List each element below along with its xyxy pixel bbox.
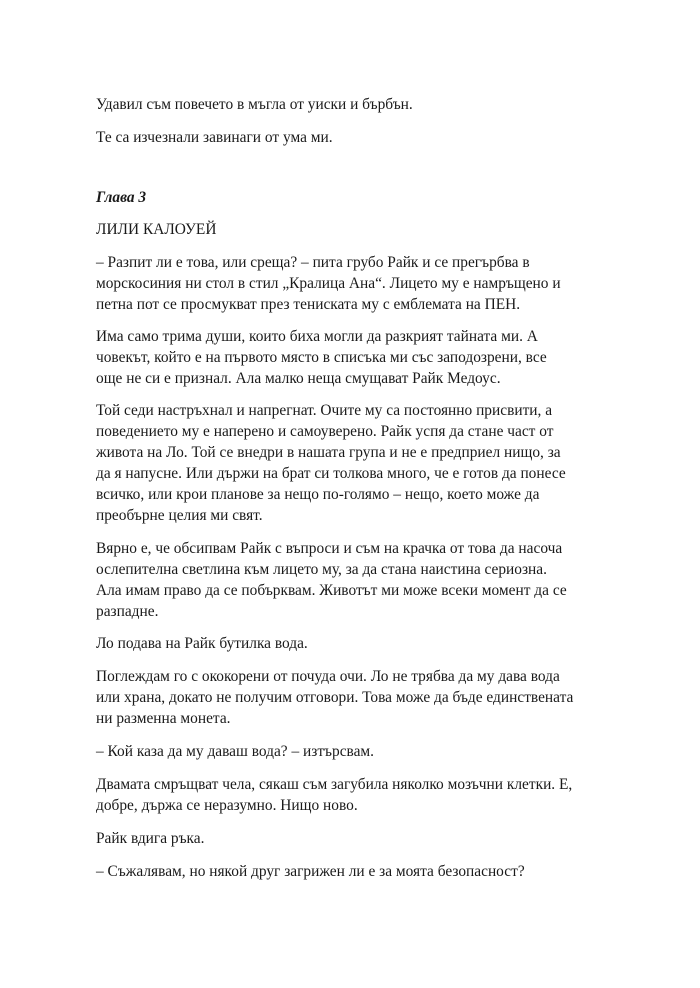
paragraph-line: поведението му е наперено и самоуверено. Райк успя да стане част от bbox=[96, 423, 554, 440]
paragraph-line: още не си е признал. Ала малко неща смущават Райк Медоус. bbox=[96, 370, 501, 387]
chapter-heading: Глава 3 bbox=[96, 189, 147, 206]
narrator-name: ЛИЛИ КАЛОУЕЙ bbox=[96, 221, 217, 238]
paragraph-line: Той седи настръхнал и напрегнат. Очите му са постоянно присвити, а bbox=[96, 402, 553, 419]
paragraph-line: Двамата смръщват чела, сякаш съм загубила няколко мозъчни клетки. Е, bbox=[96, 776, 573, 793]
paragraph-line: Ло подава на Райк бутилка вода. bbox=[96, 635, 308, 652]
paragraph-line: Вярно е, че обсипвам Райк с въпроси и съм на крачка от това да насоча bbox=[96, 540, 563, 557]
paragraph-line: или храна, докато не получим отговори. Това може да бъде единствената bbox=[96, 689, 574, 706]
paragraph-line: морскосиния ни стол в стил „Кралица Ана“. Лицето му е намръщено и bbox=[96, 275, 561, 292]
paragraph-line: – Кой каза да му даваш вода? – изтърсвам. bbox=[96, 743, 375, 760]
paragraph-line: – Разпит ли е това, или среща? – пита грубо Райк и се прегърбва в bbox=[96, 254, 530, 271]
paragraph-line: Има само трима души, които биха могли да разкрият тайната ми. А bbox=[96, 328, 538, 345]
intro-line: Удавил съм повечето в мъгла от уиски и бърбън. bbox=[96, 96, 413, 113]
paragraph-line: човекът, който е на първото място в списъка ми със заподозрени, все bbox=[96, 349, 547, 366]
paragraph-line: – Съжалявам, но някой друг загрижен ли е за моята безопасност? bbox=[96, 863, 525, 880]
paragraph-line: Райк вдига ръка. bbox=[96, 830, 205, 847]
paragraph-line: добре, държа се неразумно. Нищо ново. bbox=[96, 797, 358, 814]
paragraph-line: ни разменна монета. bbox=[96, 710, 231, 727]
paragraph-line: Ала имам право да се побърквам. Животът ми може всеки момент да се bbox=[96, 582, 567, 599]
paragraph-line: живота на Ло. Той се внедри в нашата група и не е предприел нищо, за bbox=[96, 444, 561, 461]
paragraph-line: разпадне. bbox=[96, 603, 159, 620]
paragraph-line: ослепителна светлина към лицето му, за да стана наистина сериозна. bbox=[96, 561, 547, 578]
paragraph-line: петна пот се просмукват през тениската му с емблемата на ПЕН. bbox=[96, 296, 521, 313]
paragraph-line: преобърне целия ми свят. bbox=[96, 507, 263, 524]
paragraph-line: Поглеждам го с ококорени от почуда очи. Ло не трябва да му дава вода bbox=[96, 668, 560, 685]
paragraph-line: да я напусне. Или държи на брат си толкова много, че е готов да понесе bbox=[96, 465, 566, 482]
intro-line: Те са изчезнали завинаги от ума ми. bbox=[96, 129, 333, 146]
paragraph-line: всичко, или крои планове за нещо по-голямо – нещо, което може да bbox=[96, 486, 540, 503]
